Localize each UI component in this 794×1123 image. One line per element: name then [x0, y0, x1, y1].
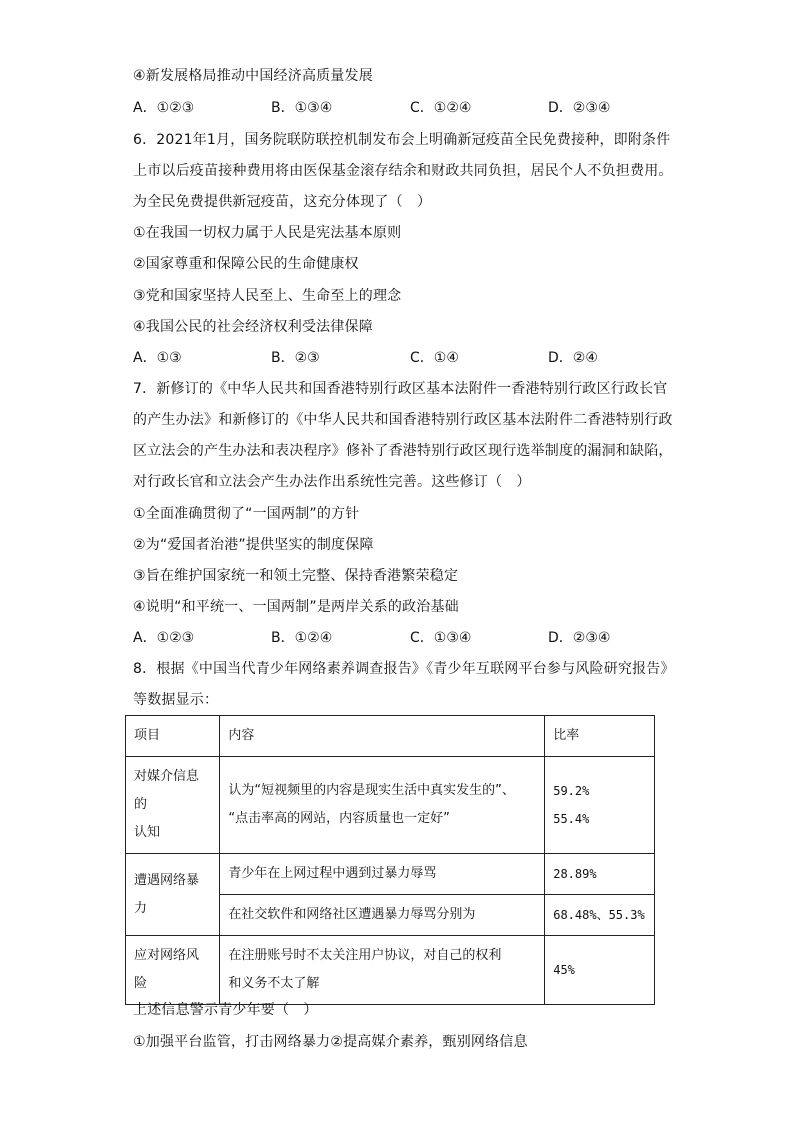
row2a-rate: 28.89%: [545, 854, 655, 895]
row3-item: 应对网络风险: [126, 936, 220, 1005]
q5-item-4: ④新发展格局推动中国经济高质量发展: [133, 68, 373, 84]
row1-rate-line-1: 59.2%: [553, 784, 590, 798]
header-rate: 比率: [545, 716, 655, 757]
q5-option-c: C．①②④: [410, 100, 472, 116]
table-row: [126, 757, 655, 854]
row1-content-line-2: “点击率高的网站，内容质量也一定好”: [228, 811, 450, 826]
q7-item-2: ②为“爱国者治港”提供坚实的制度保障: [133, 537, 374, 553]
q6-option-c: C．①④: [410, 350, 459, 366]
row1-content-line-1: 认为“短视频里的内容是现实生活中真实发生的”、: [228, 783, 515, 798]
row3-rate: 45%: [545, 936, 655, 1005]
row3-content-line-1: 在注册账号时不太关注用户协议，对自己的权利: [228, 948, 502, 963]
row2-item: 遭遇网络暴力: [126, 854, 220, 936]
row2b-rate: 68.48%、55.3%: [545, 895, 655, 936]
q6-option-d: D．②④: [548, 350, 598, 366]
row3-content: [220, 936, 545, 1005]
q7-stem-line-3: 区立法会的产生办法和表决程序》修补了香港特别行政区现行选举制度的漏洞和缺陷，: [133, 443, 673, 459]
row1-item: [126, 757, 220, 854]
q6-item-1: ①在我国一切权力属于人民是宪法基本原则: [133, 225, 402, 241]
q6-option-b: B．②③: [271, 350, 320, 366]
q6-stem-line-1: 6．2021年1月，国务院联防联控机制发布会上明确新冠疫苗全民免费接种，即附条件: [133, 132, 671, 148]
row1-item-line-1: 对媒介信息的: [134, 769, 200, 812]
q7-stem-line-2: 的产生办法》和新修订的《中华人民共和国香港特别行政区基本法附件二香港特别行政: [133, 412, 673, 428]
q6-option-a: A．①③: [133, 350, 182, 366]
q6-stem-line-2: 上市以后疫苗接种费用将由医保基金滚存结余和财政共同负担，居民个人不负担费用。: [133, 163, 673, 179]
row1-item-line-2: 认知: [134, 825, 161, 840]
data-table: [125, 715, 655, 1005]
q6-item-2: ②国家尊重和保障公民的生命健康权: [133, 256, 359, 272]
q6-item-4: ④我国公民的社会经济权利受法律保障: [133, 319, 373, 335]
q7-stem-line-1: 7．新修订的《中华人民共和国香港特别行政区基本法附件一香港特别行政区行政长官: [133, 381, 668, 397]
q8-prompt: 上述信息警示青少年要（ ）: [133, 1002, 318, 1018]
row1-rate: [545, 757, 655, 854]
q7-item-3: ③旨在维护国家统一和领土完整、保持香港繁荣稳定: [133, 568, 459, 584]
row1-rate-line-2: 55.4%: [553, 812, 590, 826]
q8-item-1-2: ①加强平台监管，打击网络暴力②提高媒介素养，甄别网络信息: [133, 1034, 528, 1050]
q7-option-d: D．②③④: [548, 630, 611, 646]
header-content: 内容: [220, 716, 545, 757]
row2b-content: 在社交软件和网络社区遭遇暴力辱骂分别为: [220, 895, 545, 936]
q8-stem-line-1: 8．根据《中国当代青少年网络素养调查报告》《青少年互联网平台参与风险研究报告》: [133, 661, 675, 677]
q8-stem-line-2: 等数据显示：: [133, 692, 219, 708]
table-row: [126, 936, 655, 1005]
q6-stem-line-3: 为全民免费提供新冠疫苗，这充分体现了（ ）: [133, 194, 432, 210]
row1-content: [220, 757, 545, 854]
q7-stem-line-4: 对行政长官和立法会产生办法作出系统性完善。这些修订（ ）: [133, 474, 531, 490]
q7-item-4: ④说明“和平统一、一国两制”是两岸关系的政治基础: [133, 599, 459, 615]
q5-option-a: A．①②③: [133, 100, 195, 116]
row2a-content: 青少年在上网过程中遇到过暴力辱骂: [220, 854, 545, 895]
q5-option-d: D．②③④: [548, 100, 611, 116]
q6-item-3: ③党和国家坚持人民至上、生命至上的理念: [133, 288, 402, 304]
q5-option-b: B．①③④: [271, 100, 333, 116]
q7-item-1: ①全面准确贯彻了“一国两制”的方针: [133, 506, 360, 522]
table-row: [126, 854, 655, 895]
q7-option-b: B．①②④: [271, 630, 333, 646]
q7-option-a: A．①②③: [133, 630, 195, 646]
row3-content-line-2: 和义务不太了解: [228, 976, 320, 991]
table-header-row: [126, 716, 655, 757]
q7-option-c: C．①③④: [410, 630, 472, 646]
header-item: 项目: [126, 716, 220, 757]
